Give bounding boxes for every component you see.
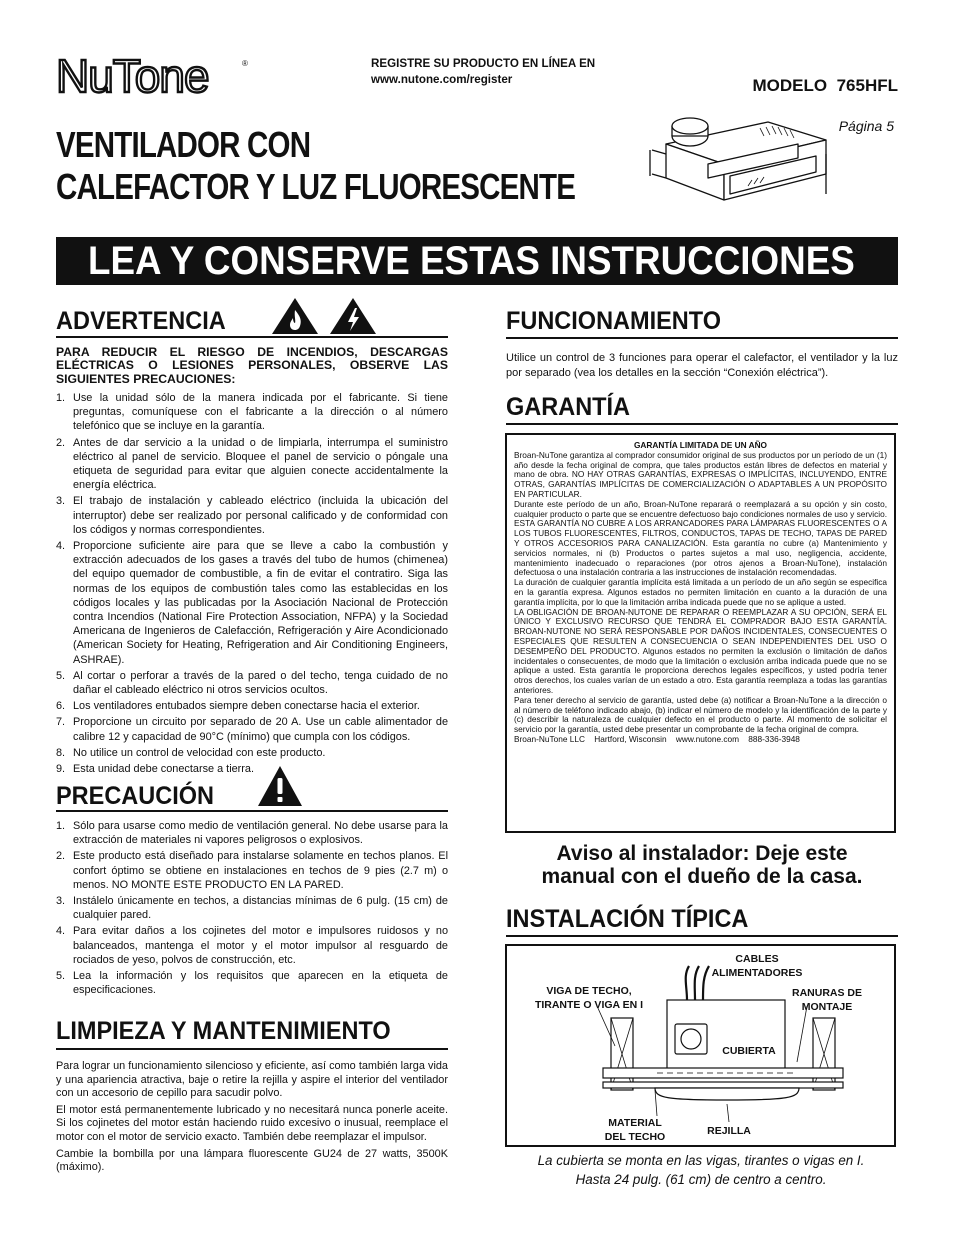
svg-text:®: ® [242,59,248,68]
garantia-rule [506,423,898,425]
warranty-title: GARANTÍA LIMITADA DE UN AÑO [633,440,768,450]
advertencia-lead: PARA REDUCIR EL RIESGO DE INCENDIOS, DESCARGAS ELÉCTRICAS O LESIONES PERSONALES, OBSERVE LAS SIGUIENTES PRECAUCIONES: [56,345,448,386]
item-text: Para evitar daños a los cojinetes del motor e impulsores ruidosos y no balanceados, mantenga el motor y el motor impulsor al resguardo de rociados de yeso, polvos de construcción, etc. [73,925,448,966]
paragraph: Broan-NuTone garantiza al comprador consumidor original de sus productos por un período de un (1) año desde la fecha original de compra, que tales productos están libres de defectos en material y mano de obra. NO HAY OTRAS GARANTÍAS, EXPRESAS O IMPLÍCITAS, INCLUYENDO, ENTRE OTRAS, GARANTÍAS IMPLÍCITAS DE COMERCIALIZACIÓN O ADAPTABLES A UN PROPÓSITO EN PARTICULAR. [514,449,887,499]
label-alimentadores: ALIMENTADORES [711,967,803,979]
list-item [56,819,448,847]
item-number: 4. [56,540,66,553]
item-text: Instálelo únicamente en techos, a distancias mínimas de 6 pulg. (15 cm) de cualquier pared. [73,895,448,922]
list-item [56,969,448,997]
label-montaje: MONTAJE [801,1001,853,1013]
caption-line-2: Hasta 24 pulg. (61 cm) de centro a centro. [575,1172,827,1187]
housing [667,1000,785,1072]
installation-diagram [505,944,896,1147]
caution-icon [256,764,304,808]
item-text: El trabajo de instalación y cableado eléctrico (incluida la ubicación del interruptor) debe ser realizado por personal calificado y de conformidad con los códigos y normas correspondientes. [73,495,448,536]
paragraph: El motor está permanentemente lubricado y no necesitará nunca ponerle aceite. Si los cojinetes del motor están haciendo ruido excesivo o inusual, reemplace el motor con el motor de servicio exacto. También debe reemplazar el impulsor. [56,1103,448,1143]
label-viga: VIGA DE TECHO, [546,985,632,997]
list-item [56,391,448,434]
installer-notice [506,842,898,888]
instalacion-heading: INSTALACIÓN TÍPICA [506,905,749,933]
instalacion-rule [506,935,898,937]
page-title [56,124,575,208]
register-url[interactable]: www.nutone.com/register [371,73,513,86]
register-notice [371,56,595,88]
title-line-2: CALEFACTOR Y LUZ FLUORESCENTE [56,166,576,207]
precaucion-list [56,819,448,999]
advertencia-rule [56,336,448,338]
label-material: MATERIAL [608,1117,662,1129]
svg-text:NuTone: NuTone [56,52,209,102]
list-item [56,436,448,493]
list-item [56,924,448,967]
item-text: Esta unidad debe conectarse a tierra. [73,763,255,776]
model-value: 765HFL [836,76,898,95]
label-techo: DEL TECHO [604,1131,666,1143]
item-number: 2. [56,436,66,449]
limpieza-heading: LIMPIEZA Y MANTENIMIENTO [56,1017,391,1045]
item-number: 3. [56,495,66,508]
model-label: MODELO [752,76,828,95]
list-item [56,762,448,776]
item-text: Lea la información y los requisitos que aparecen en la etiqueta de especificaciones. [73,970,448,997]
item-text: Use la unidad sólo de la manera indicada por el fabricante. Si tiene preguntas, comuníquese con el fabricante a la dirección o al número telefónico que se incluye en la garantía. [73,392,448,433]
item-number: 6. [56,700,66,713]
item-number: 2. [56,850,66,863]
title-line-1: VENTILADOR CON [56,124,311,165]
banner-text: LEA Y CONSERVE ESTAS INSTRUCCIONES [88,239,855,283]
item-text: Los ventiladores entubados siempre deben conectarse hacia el exterior. [73,700,420,713]
limpieza-rule [56,1048,448,1050]
grille [655,1088,799,1100]
paragraph: Para tener derecho al servicio de garantía, usted debe (a) notificar a Broan-NuTone a la dirección o al número de teléfono indicado abajo, (b) indicar el número de modelo y la identificación de la parte y (c) describir la naturaleza de cualquier defecto en el producto o parte. Al momento de solicitar el servicio por la garantía, usted debe presentar un comprobante de la fecha original de compra. [514,694,887,735]
fire-hazard-icon [270,296,320,336]
item-text: Sólo para usarse como medio de ventilación general. No debe usarse para la extracción de materiales ni vapores peligrosos o explosivos. [73,820,448,847]
item-number: 7. [56,716,66,729]
item-number: 5. [56,970,66,983]
list-item [56,699,448,713]
warranty-contact: Broan-NuTone LLC Hartford, Wisconsin www.nutone.com 888-336-3948 [514,733,800,744]
item-number: 1. [56,392,66,404]
register-line: REGISTRE SU PRODUCTO EN LÍNEA EN [371,57,596,70]
electric-shock-icon [328,296,378,336]
notice-line-2: manual con el dueño de la casa. [541,865,863,888]
list-item [56,669,448,697]
list-item [56,894,448,922]
notice-line-1: Aviso al instalador: Deje este [556,842,848,865]
item-text: Antes de dar servicio a la unidad o de limpiarla, interrumpa el suministro eléctrico al panel de servicio. Bloquee el panel de servicio o póngale una etiqueta de seguridad para evitar que alguien conecte accidentalmente la energía eléctrica. [73,436,448,492]
funcionamiento-heading: FUNCIONAMIENTO [506,307,721,335]
warranty-box [505,433,896,833]
list-item [56,746,448,760]
paragraph: Cambie la bombilla por una lámpara fluorescente GU24 de 27 watts, 3500K (máximo). [56,1147,448,1174]
fan-heater-illustration [648,114,828,208]
item-number: 3. [56,895,66,908]
read-instructions-banner [56,237,898,285]
paragraph: La duración de cualquier garantía implícita está limitada a un período de un año según se especifica en la garantía expresa. Algunos estados no permiten limitación en cuanto a la duración de una garantía implícita, por lo que la limitación arriba indicada puede que no se aplique a usted. [514,577,887,607]
installation-diagram-svg [507,946,894,1145]
item-number: 9. [56,763,66,776]
item-text: No utilice un control de velocidad con este producto. [73,746,326,759]
nutone-logo [56,52,256,102]
item-number: 5. [56,669,66,682]
item-number: 8. [56,746,66,759]
item-number: 4. [56,925,66,938]
ceiling-material [603,1082,843,1088]
list-item [56,494,448,537]
list-item [56,539,448,667]
precaucion-heading: PRECAUCIÓN [56,782,214,810]
item-text: Proporcione un circuito por separado de 20 A. Use un cable alimentador de calibre 12 y capacidad de 90°C (mínimo) que cumpla con los códigos. [73,716,448,743]
funcionamiento-rule [506,337,898,339]
advertencia-list [56,391,448,778]
funcionamiento-text: Utilice un control de 3 funciones para operar el calefactor, el ventilador y la luz por separado (vea los detalles en la sección “Conexión eléctrica”). [506,352,898,379]
label-ranuras: RANURAS DE [791,987,863,999]
item-number: 1. [56,820,66,832]
label-rejilla: REJILLA [707,1125,751,1137]
model-number [718,76,898,96]
installation-caption [500,1151,902,1189]
advertencia-heading: ADVERTENCIA [56,307,226,335]
label-cables: CABLES [735,953,779,965]
label-tirante: TIRANTE O VIGA EN I [534,999,644,1011]
paragraph: Para lograr un funcionamiento silencioso y eficiente, así como también larga vida y una apariencia atractiva, baje o retire la rejilla y aspire el interior del ventilador con un accesorio de cepillo para sacudir polvo. [56,1060,448,1100]
label-cubierta: CUBIERTA [722,1045,776,1057]
page-number: Página 5 [838,118,894,134]
paragraph: LA OBLIGACIÓN DE BROAN-NUTONE DE REPARAR O REEMPLAZAR A SU OPCIÓN, SERÁ EL ÚNICO Y EXCLUSIVO RECURSO QUE TENDRÁ EL COMPRADOR BAJO ESTA GARANTÍA. BROAN-NUTONE NO SERÁ RESPONSABLE POR DAÑOS INCIDENTALES, CONSECUENTES O ESPECIALES QUE RESULTEN A CONSECUENCIA O SEAN INDEPENDIENTES DEL USO O DESEMPEÑO DEL PRODUCTO. Algunos estados no permiten la exclusión o limitación de daños incidentales o consecuentes, de modo que la limitación o exclusión arriba indicada puede que no se aplique a usted. Esta garantía le proporciona derechos legales específicos, y usted podría tener otros derechos, los cuales varían de un estado a otro. Esta garantía reemplaza a todas las garantías anteriores. [514,606,887,695]
list-item [56,849,448,892]
paragraph: Durante este período de un año, Broan-NuTone reparará o reemplazará a su opción y sin costo, cualquier producto o parte que se encuentre defectuoso bajo condiciones normales de uso y servicio. ESTA GARANTÍA NO CUBRE A LOS ARRANCADORES PARA LÁMPARAS FLUORESCENTES O A LOS TUBOS FLUORESCENTES, FILTROS, CONDUCTOS, TAPAS DE TECHO, TAPAS DE PARED Y OTROS ACCESORIOS PARA CANALIZACIÓN. Esta garantía no cubre (a) Mantenimiento y servicios normales, ni (b) Productos o partes sujetos a mal uso, negligencia, accidente, mantenimiento inadecuado o reparaciones (por otros ajenos a Broan-NuTone), instalación defectuosa o una instalación contraria a las instrucciones de instalación recomendadas. [514,498,887,578]
item-text: Al cortar o perforar a través de la pared o del techo, tenga cuidado de no dañar el cableado eléctrico ni otros servicios ocultos. [73,669,448,697]
item-text: Proporcione suficiente aire para que se lleve a cabo la combustión y extracción adecuados de los gases a través del tubo de humos (chimenea) del equipo quemador de combustible, a fin de evitar el contratiro. Siga las normas de los equipos de combustión tales como las establecidas en los códigos locales y las publicadas por la Asociación Nacional de Protección contra Incendios (National Fire Protection Association, NFPA) y la Sociedad Americana de Ingenieros de Calefacción, Refrigeración y Aire Acondicionado (American Society for Heating, Refrigeration and Air Conditioning Engineers, ASHRAE). [73,540,448,666]
garantia-heading: GARANTÍA [506,393,631,421]
caption-line-1: La cubierta se monta en las vigas, tirantes o vigas en I. [537,1153,865,1168]
list-item [56,715,448,743]
item-text: Este producto está diseñado para instalarse solamente en techos planos. El confort óptimo se obtiene en instalaciones en techos de 9 pies (2.7 m) o menos. NO MONTE ESTE PRODUCTO EN LA PARED. [73,850,448,891]
precaucion-rule [56,810,448,812]
limpieza-text [56,1060,448,1178]
